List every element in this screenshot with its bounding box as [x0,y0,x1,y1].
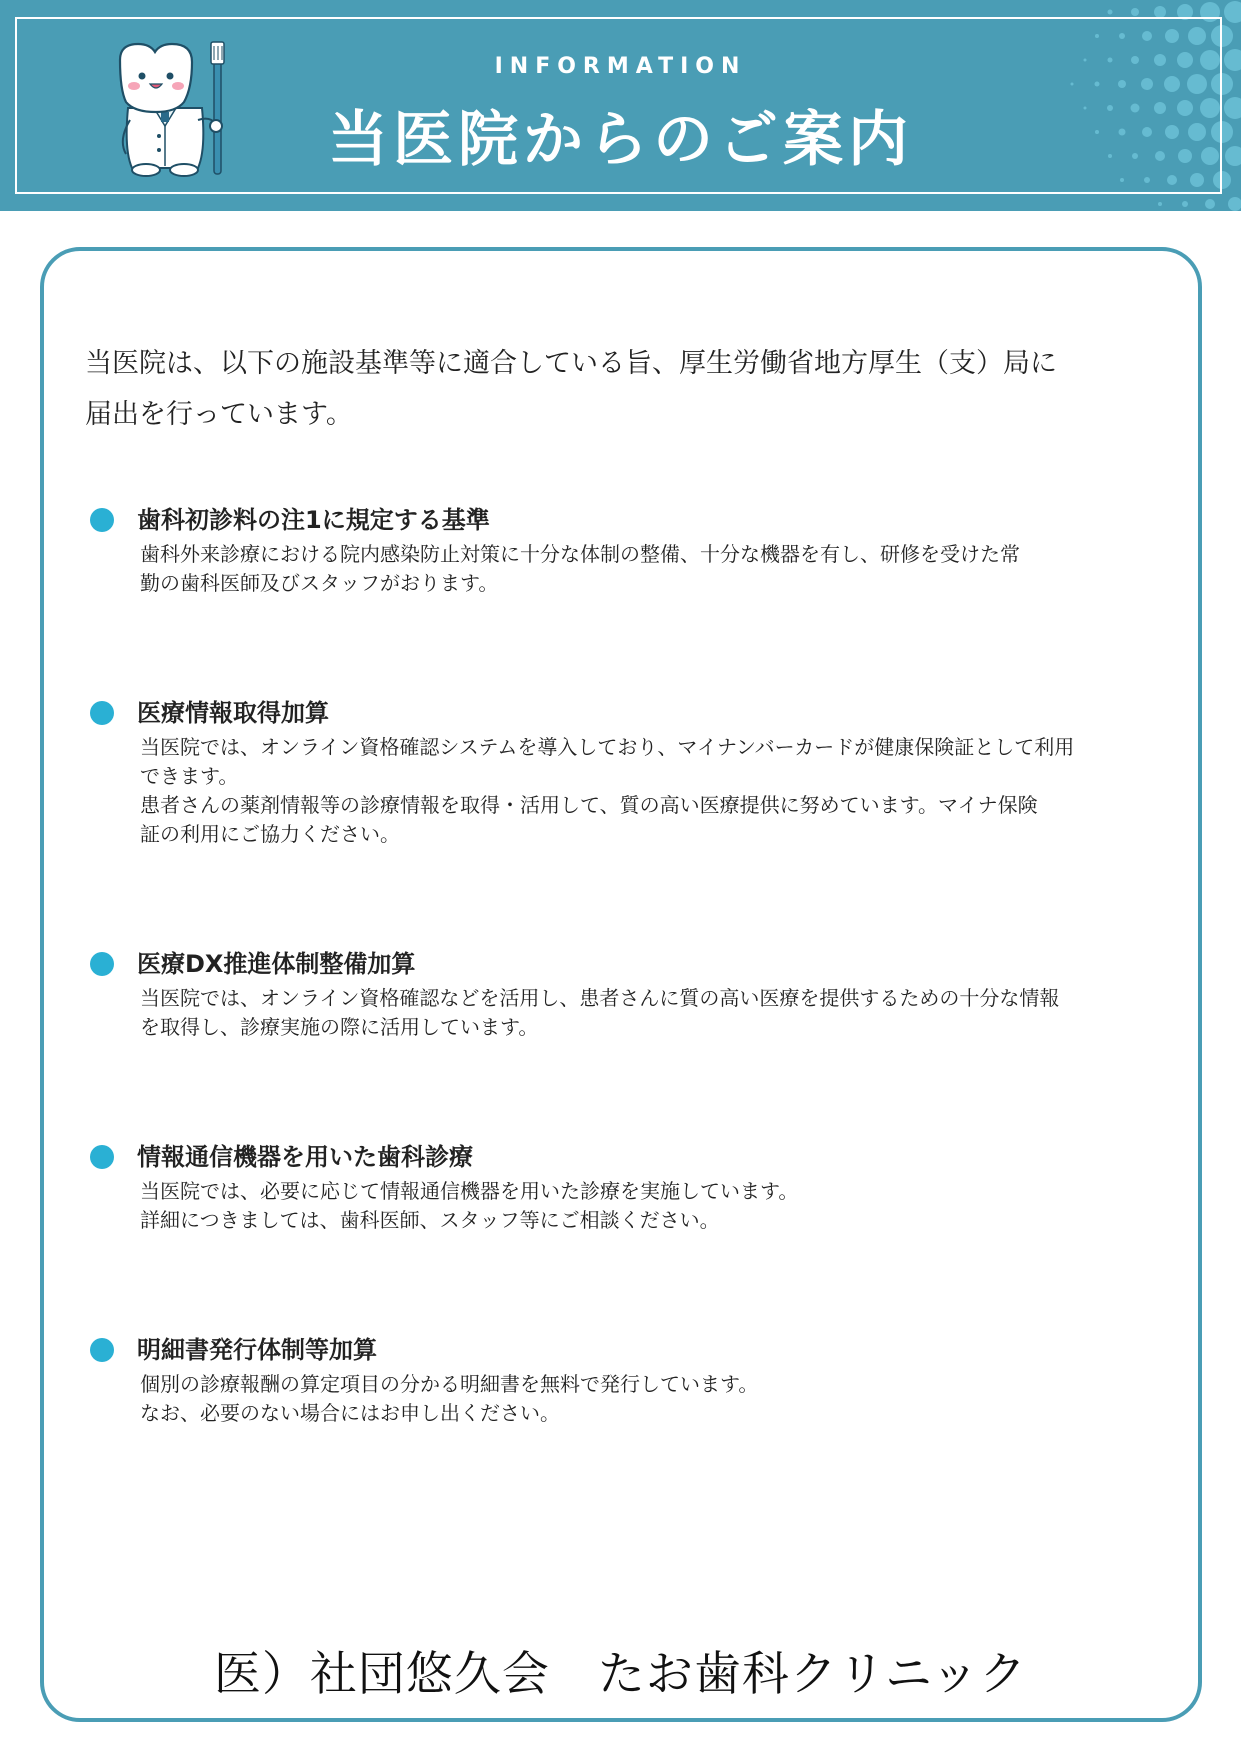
section-line: 当医院では、必要に応じて情報通信機器を用いた診療を実施しています。 [140,1179,799,1203]
section-line: 個別の診療報酬の算定項目の分かる明細書を無料で発行しています。 [140,1372,759,1396]
section-body [140,733,1140,849]
section-line: なお、必要のない場合にはお申し出ください。 [140,1401,560,1425]
section-line: 勤の歯科医師及びスタッフがおります。 [140,571,499,595]
bullet-dot-icon [90,508,114,532]
bullet-dot-icon [90,701,114,725]
bullet-dot-icon [90,952,114,976]
bullet-dot-icon [90,1338,114,1362]
intro-line: 届出を行っています。 [85,399,353,430]
intro-line: 当医院は、以下の施設基準等に適合している旨、厚生労働省地方厚生（支）局に [85,348,1057,379]
section-line: 詳細につきましては、歯科医師、スタッフ等にご相談ください。 [140,1208,720,1232]
section-body [140,1370,1140,1428]
section-body [140,540,1140,598]
page-title: 当医院からのご案内 [328,105,913,175]
section-line: 歯科外来診療における院内感染防止対策に十分な体制の整備、十分な機器を有し、研修を受けた常 [140,542,1020,566]
header-subtitle: INFORMATION [494,54,747,79]
section-title: 情報通信機器を用いた歯科診療 [137,1143,473,1171]
section-line: 患者さんの薬剤情報等の診療情報を取得・活用して、質の高い医療提供に努めています。マイナ保険 [140,793,1038,817]
section-title: 医療DX推進体制整備加算 [137,950,416,978]
section-body [140,1177,1140,1235]
section-line: 当医院では、オンライン資格確認などを活用し、患者さんに質の高い医療を提供するための十分な情報 [140,986,1060,1010]
section-body [140,984,1140,1042]
section-line: 当医院では、オンライン資格確認システムを導入しており、マイナンバーカードが健康保険証として利用 [140,735,1075,759]
section-title: 明細書発行体制等加算 [137,1336,377,1364]
section-title: 歯科初診料の注1に規定する基準 [137,506,490,534]
header-banner [0,0,1241,211]
clinic-name: 医）社団悠久会 たお歯科クリニック [213,1647,1028,1702]
section-line: できます。 [140,764,239,788]
section-title: 医療情報取得加算 [137,699,329,727]
section-line: 証の利用にご協力ください。 [140,822,400,846]
bullet-dot-icon [90,1145,114,1169]
intro-text [85,338,1165,440]
section-line: を取得し、診療実施の際に活用しています。 [140,1015,539,1039]
